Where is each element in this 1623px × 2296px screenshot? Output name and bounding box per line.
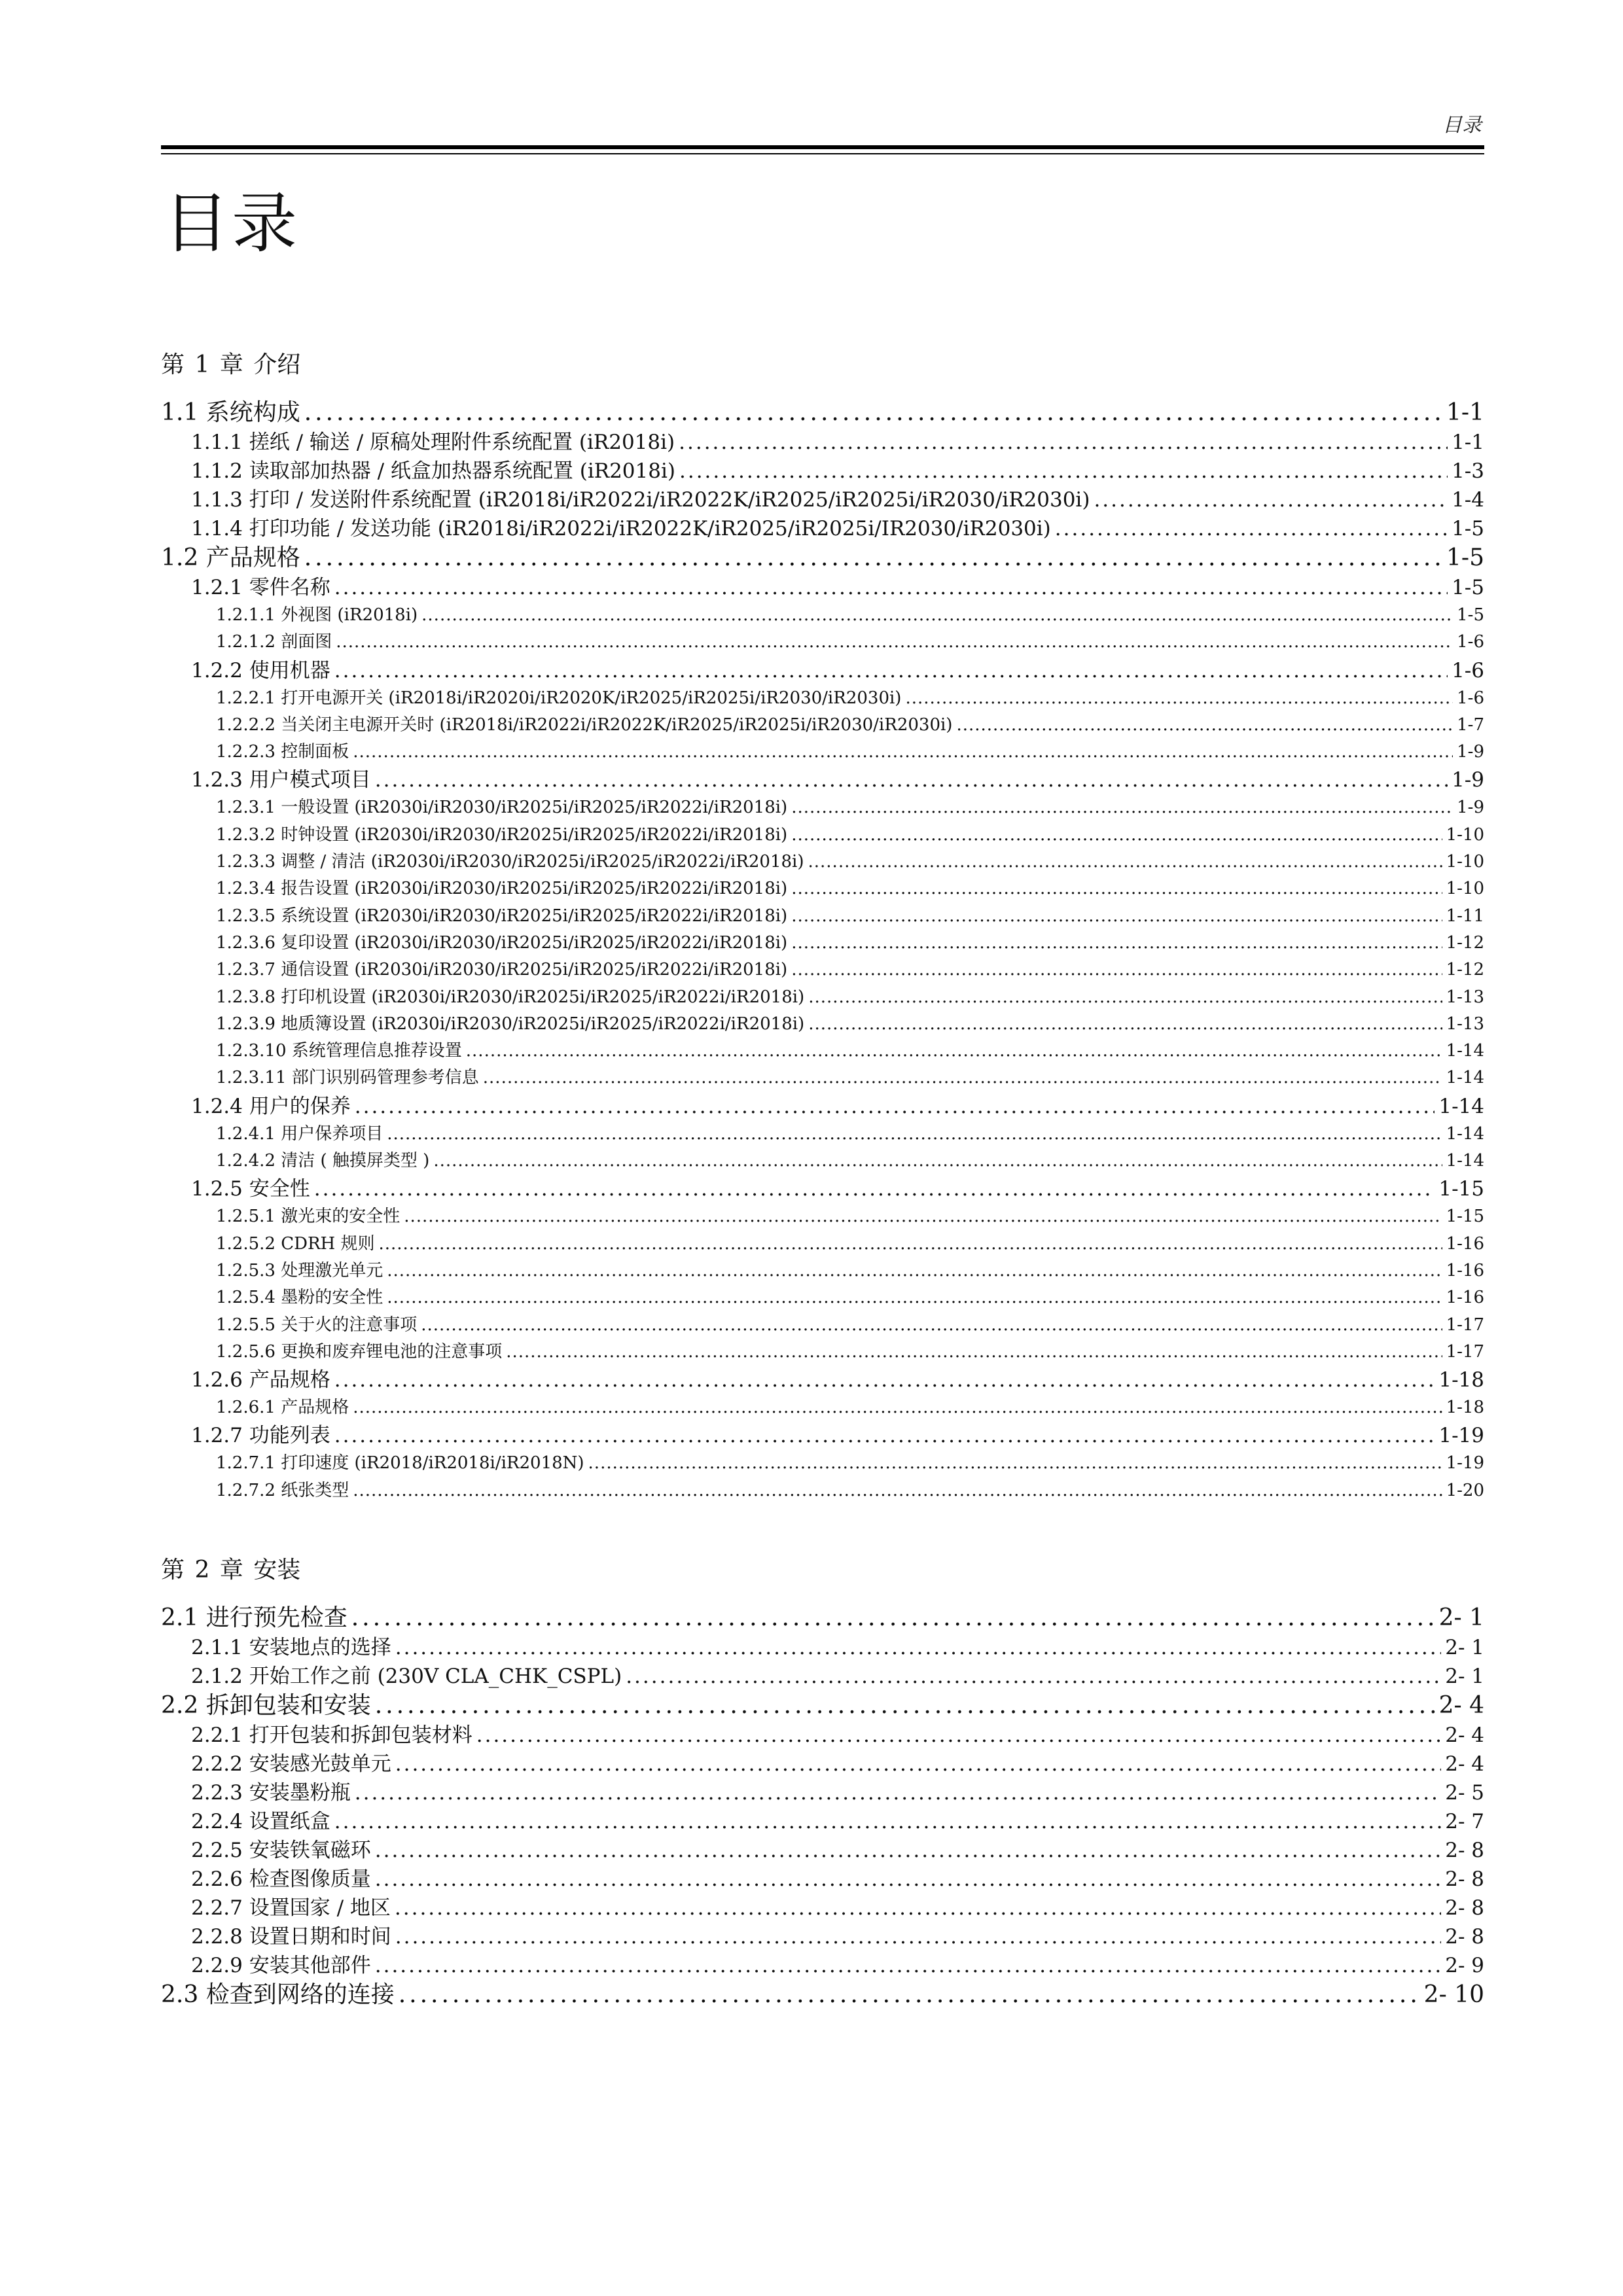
toc-entry-level-3[interactable]	[161, 1038, 1484, 1065]
toc-entry-title: 1.2.3.10 系统管理信息推荐设置	[216, 1041, 462, 1061]
toc-entry-page-number: 1-1	[1452, 431, 1484, 454]
toc-entry-page-number: 1-14	[1446, 1151, 1484, 1171]
toc-entry-page-number: 2- 1	[1445, 1665, 1484, 1688]
toc-entry-level-2[interactable]	[161, 573, 1484, 602]
toc-entry-level-2[interactable]	[161, 1662, 1484, 1691]
toc-entry-page-number: 1-9	[1457, 742, 1484, 762]
dot-leader	[378, 1231, 1442, 1258]
dot-leader	[808, 1011, 1442, 1038]
toc-entry-title: 2.2.5 安装铁氧磁环	[191, 1839, 371, 1862]
toc-entry-page-number: 1-19	[1446, 1453, 1484, 1474]
toc-entry-title: 1.2.2.2 当关闭主电源开关时 (iR2018i/iR2022i/iR2022K/iR2025/iR2025i/iR2030/iR2030i)	[216, 715, 953, 735]
dot-leader	[395, 1750, 1441, 1778]
dot-leader	[791, 957, 1442, 983]
dot-leader	[375, 1836, 1441, 1865]
dot-leader	[334, 573, 1448, 602]
toc-entry-level-2[interactable]	[161, 1421, 1484, 1450]
toc-entry-page-number: 1-19	[1438, 1424, 1484, 1448]
dot-leader	[433, 1148, 1442, 1174]
toc-entry-level-3[interactable]	[161, 1121, 1484, 1148]
toc-entry-page-number: 2- 8	[1445, 1896, 1484, 1920]
toc-entry-level-3[interactable]	[161, 1231, 1484, 1258]
dot-leader	[679, 457, 1448, 486]
toc-entry-title: 1.2.1 零件名称	[191, 576, 330, 599]
toc-entry-page-number: 1-13	[1446, 987, 1484, 1007]
toc-entry-page-number: 1-5	[1452, 576, 1484, 599]
toc-entry-page-number: 1-14	[1446, 1123, 1484, 1144]
dot-leader	[387, 1284, 1442, 1311]
toc-entry-level-2[interactable]	[161, 1807, 1484, 1836]
toc-entry-title: 1.2.2 使用机器	[191, 658, 330, 682]
page-title: 目录	[164, 185, 300, 262]
toc-entry-page-number: 1-12	[1446, 960, 1484, 980]
toc-entry-title: 1.2.4.2 清洁 ( 触摸屏类型 )	[216, 1151, 430, 1171]
toc-entry-title: 1.2.7.2 纸张类型	[216, 1480, 349, 1500]
toc-entry-level-3[interactable]	[161, 930, 1484, 957]
dot-leader	[506, 1339, 1442, 1366]
toc-entry-level-1[interactable]	[161, 1691, 1484, 1721]
dot-leader	[791, 930, 1442, 957]
toc-entry-title: 1.2.3.4 报告设置 (iR2030i/iR2030/iR2025i/iR2025/iR2022i/iR2018i)	[216, 879, 788, 899]
toc-entry-page-number: 1-3	[1452, 459, 1484, 483]
toc-entry-page-number: 1-9	[1452, 768, 1484, 792]
toc-entry-page-number: 1-17	[1446, 1341, 1484, 1362]
toc-entry-page-number: 2- 8	[1445, 1839, 1484, 1862]
toc-entry-level-3[interactable]	[161, 1203, 1484, 1230]
toc-entry-page-number: 2- 9	[1445, 1954, 1484, 1977]
dot-leader	[375, 1691, 1435, 1721]
dot-leader	[375, 1951, 1441, 1980]
toc-entry-page-number: 1-20	[1446, 1480, 1484, 1500]
toc-entry-title: 2.2.6 检查图像质量	[191, 1867, 371, 1891]
dot-leader	[355, 1778, 1441, 1807]
toc-entry-title: 1.2.5.3 处理激光单元	[216, 1260, 383, 1280]
toc-entry-page-number: 2- 1	[1438, 1604, 1484, 1631]
toc-entry-page-number: 2- 7	[1445, 1810, 1484, 1833]
toc-entry-title: 2.2.4 设置纸盒	[191, 1810, 330, 1833]
toc-entry-title: 1.2.6.1 产品规格	[216, 1398, 349, 1418]
toc-entry-level-3[interactable]	[161, 822, 1484, 849]
toc-entry-level-3[interactable]	[161, 1258, 1484, 1284]
toc-entry-page-number: 1-1	[1446, 399, 1484, 426]
toc-entry-title: 1.2.3.6 复印设置 (iR2030i/iR2030/iR2025i/iR2025/iR2022i/iR2018i)	[216, 932, 788, 953]
dot-leader	[421, 602, 1453, 629]
toc-entry-title: 2.2 拆卸包装和安装	[161, 1692, 371, 1719]
toc-entry-level-3[interactable]	[161, 903, 1484, 930]
toc-entry-level-3[interactable]	[161, 1339, 1484, 1366]
toc-entry-page-number: 1-5	[1446, 544, 1484, 571]
toc-entry-page-number: 2- 8	[1445, 1867, 1484, 1891]
toc-entry-title: 2.1.2 开始工作之前 (230V CLA_CHK_CSPL)	[191, 1665, 622, 1688]
toc-entry-title: 1.1.3 打印 / 发送附件系统配置 (iR2018i/iR2022i/iR2022K/iR2025/iR2025i/iR2030/iR2030i)	[191, 488, 1090, 512]
toc-entry-level-3[interactable]	[161, 602, 1484, 629]
toc-entry-level-3[interactable]	[161, 1450, 1484, 1477]
toc-entry-level-3[interactable]	[161, 957, 1484, 983]
toc-entry-page-number: 2- 4	[1445, 1723, 1484, 1747]
toc-entry-title: 1.1.2 读取部加热器 / 纸盒加热器系统配置 (iR2018i)	[191, 459, 675, 483]
toc-entry-title: 2.2.3 安装墨粉瓶	[191, 1781, 351, 1805]
toc-entry-page-number: 1-5	[1452, 517, 1484, 540]
toc-entry-level-2[interactable]	[161, 1865, 1484, 1894]
dot-leader	[483, 1065, 1442, 1091]
dot-leader	[395, 1922, 1441, 1951]
toc-entry-page-number: 2- 10	[1423, 1981, 1484, 2008]
dot-leader	[791, 794, 1453, 821]
dot-leader	[353, 739, 1453, 766]
dot-leader	[791, 875, 1442, 902]
toc-entry-title: 1.2.5.6 更换和废弃锂电池的注意事项	[216, 1341, 503, 1362]
toc-entry-level-3[interactable]	[161, 685, 1484, 712]
toc-entry-page-number: 1-16	[1446, 1233, 1484, 1254]
toc-entry-level-2[interactable]	[161, 457, 1484, 486]
dot-leader	[355, 1092, 1435, 1121]
toc-entry-title: 1.1 系统构成	[161, 399, 300, 426]
toc-entry-title: 1.2.2.3 控制面板	[216, 742, 349, 762]
toc-entry-level-2[interactable]	[161, 1894, 1484, 1922]
toc-entry-title: 1.1.4 打印功能 / 发送功能 (iR2018i/iR2022i/iR2022K/iR2025/iR2025i/IR2030/iR2030i)	[191, 517, 1051, 540]
toc-entry-level-1[interactable]	[161, 1603, 1484, 1633]
toc-entry-title: 1.2.1.2 剖面图	[216, 632, 332, 652]
toc-entry-title: 2.2.9 安装其他部件	[191, 1954, 371, 1977]
toc-entry-page-number: 1-16	[1446, 1288, 1484, 1308]
toc-entry-page-number: 2- 4	[1438, 1692, 1484, 1719]
toc-entry-title: 1.2.7.1 打印速度 (iR2018/iR2018i/iR2018N)	[216, 1453, 584, 1474]
dot-leader	[466, 1038, 1442, 1065]
dot-leader	[387, 1258, 1442, 1284]
dot-leader	[375, 1865, 1441, 1894]
toc-entry-level-2[interactable]	[161, 514, 1484, 543]
toc-entry-page-number: 1-12	[1446, 932, 1484, 953]
dot-leader	[395, 1633, 1441, 1662]
toc-entry-level-3[interactable]	[161, 849, 1484, 875]
toc-entry-level-1[interactable]	[161, 398, 1484, 428]
toc-list	[161, 1603, 1484, 2010]
chapter-heading: 第 2 章 安装	[161, 1557, 301, 1583]
toc-entry-title: 1.2.4 用户的保养	[191, 1094, 351, 1118]
toc-entry-level-2[interactable]	[161, 1092, 1484, 1121]
toc-entry-page-number: 1-6	[1452, 658, 1484, 682]
dot-leader	[304, 398, 1442, 428]
header-rule-thin	[161, 153, 1484, 154]
toc-entry-title: 1.2 产品规格	[161, 544, 300, 571]
dot-leader	[334, 1366, 1435, 1394]
toc-entry-title: 2.2.7 设置国家 / 地区	[191, 1896, 391, 1920]
toc-entry-page-number: 1-14	[1446, 1041, 1484, 1061]
toc-entry-page-number: 2- 1	[1445, 1636, 1484, 1659]
dot-leader	[808, 849, 1442, 875]
toc-entry-title: 1.2.5.2 CDRH 规则	[216, 1233, 375, 1254]
toc-entry-level-3[interactable]	[161, 1312, 1484, 1339]
toc-entry-level-3[interactable]	[161, 794, 1484, 821]
toc-entry-title: 1.2.3.9 地质簿设置 (iR2030i/iR2030/iR2025i/iR2025/iR2022i/iR2018i)	[216, 1014, 805, 1034]
toc-entry-title: 1.2.1.1 外视图 (iR2018i)	[216, 605, 418, 625]
toc-entry-level-3[interactable]	[161, 1394, 1484, 1421]
dot-leader	[476, 1721, 1441, 1750]
toc-entry-page-number: 1-15	[1438, 1177, 1484, 1201]
dot-leader	[956, 712, 1453, 739]
dot-leader	[399, 1980, 1420, 2010]
dot-leader	[808, 984, 1442, 1011]
chapter-1-section	[161, 345, 1484, 1504]
toc-entry-level-3[interactable]	[161, 739, 1484, 766]
toc-entry-title: 2.2.2 安装感光鼓单元	[191, 1752, 391, 1776]
toc-entry-page-number: 1-11	[1446, 906, 1484, 926]
toc-entry-title: 1.2.5.1 激光束的安全性	[216, 1207, 401, 1227]
toc-entry-level-3[interactable]	[161, 712, 1484, 739]
toc-entry-title: 1.2.4.1 用户保养项目	[216, 1123, 383, 1144]
toc-entry-page-number: 1-10	[1446, 852, 1484, 872]
dot-leader	[336, 629, 1453, 656]
toc-entry-title: 1.2.2.1 打开电源开关 (iR2018i/iR2020i/iR2020K/iR2025/iR2025i/iR2030/iR2030i)	[216, 688, 902, 708]
toc-entry-title: 1.2.3.1 一般设置 (iR2030i/iR2030/iR2025i/iR2025/iR2022i/iR2018i)	[216, 798, 788, 818]
toc-entry-level-1[interactable]	[161, 1980, 1484, 2010]
toc-entry-level-2[interactable]	[161, 1750, 1484, 1778]
toc-entry-title: 1.2.3.2 时钟设置 (iR2030i/iR2030/iR2025i/iR2025/iR2022i/iR2018i)	[216, 824, 788, 845]
toc-entry-title: 1.2.3.8 打印机设置 (iR2030i/iR2030/iR2025i/iR2025/iR2022i/iR2018i)	[216, 987, 805, 1007]
dot-leader	[351, 1603, 1435, 1633]
toc-entry-level-2[interactable]	[161, 1778, 1484, 1807]
toc-entry-level-3[interactable]	[161, 1477, 1484, 1504]
dot-leader	[1094, 486, 1448, 514]
toc-entry-page-number: 1-16	[1446, 1260, 1484, 1280]
toc-entry-title: 1.2.3.3 调整 / 清洁 (iR2030i/iR2030/iR2025i/iR2025/iR2022i/iR2018i)	[216, 852, 804, 872]
dot-leader	[334, 656, 1448, 685]
toc-entry-page-number: 1-15	[1446, 1207, 1484, 1227]
toc-entry-level-2[interactable]	[161, 1951, 1484, 1980]
toc-entry-level-3[interactable]	[161, 1065, 1484, 1091]
toc-entry-level-2[interactable]	[161, 1174, 1484, 1203]
header-rule	[161, 145, 1484, 149]
toc-entry-level-2[interactable]	[161, 428, 1484, 457]
dot-leader	[375, 766, 1448, 794]
toc-entry-level-3[interactable]	[161, 875, 1484, 902]
dot-leader	[353, 1394, 1442, 1421]
toc-entry-title: 2.1.1 安装地点的选择	[191, 1636, 391, 1659]
dot-leader	[395, 1894, 1441, 1922]
toc-entry-page-number: 1-10	[1446, 879, 1484, 899]
running-header: 目录	[1442, 114, 1482, 137]
toc-entry-level-2[interactable]	[161, 766, 1484, 794]
toc-entry-page-number: 1-4	[1452, 488, 1484, 512]
toc-entry-title: 1.2.3.11 部门识别码管理参考信息	[216, 1068, 479, 1088]
toc-entry-title: 2.1 进行预先检查	[161, 1604, 348, 1631]
toc-entry-level-3[interactable]	[161, 1148, 1484, 1174]
toc-entry-page-number: 2- 8	[1445, 1925, 1484, 1949]
toc-entry-title: 1.1.1 搓纸 / 输送 / 原稿处理附件系统配置 (iR2018i)	[191, 431, 675, 454]
dot-leader	[791, 822, 1442, 849]
toc-entry-page-number: 1-13	[1446, 1014, 1484, 1034]
toc-entry-page-number: 1-14	[1446, 1068, 1484, 1088]
toc-entry-page-number: 2- 5	[1445, 1781, 1484, 1805]
toc-entry-level-2[interactable]	[161, 656, 1484, 685]
toc-entry-title: 1.2.3.5 系统设置 (iR2030i/iR2030/iR2025i/iR2025/iR2022i/iR2018i)	[216, 906, 788, 926]
dot-leader	[1055, 514, 1448, 543]
dot-leader	[334, 1421, 1435, 1450]
toc-entry-page-number: 1-7	[1457, 715, 1484, 735]
dot-leader	[905, 685, 1453, 712]
toc-entry-page-number: 1-6	[1457, 688, 1484, 708]
toc-entry-level-2[interactable]	[161, 1633, 1484, 1662]
toc-entry-page-number: 1-18	[1438, 1368, 1484, 1392]
toc-entry-page-number: 1-5	[1457, 605, 1484, 625]
toc-entry-page-number: 1-9	[1457, 798, 1484, 818]
toc-entry-title: 2.3 检查到网络的连接	[161, 1981, 395, 2008]
toc-entry-level-2[interactable]	[161, 486, 1484, 514]
dot-leader	[791, 903, 1442, 930]
toc-entry-title: 1.2.3.7 通信设置 (iR2030i/iR2030/iR2025i/iR2025/iR2022i/iR2018i)	[216, 960, 788, 980]
toc-list	[161, 398, 1484, 1504]
toc-entry-level-3[interactable]	[161, 1011, 1484, 1038]
toc-entry-page-number: 1-17	[1446, 1315, 1484, 1335]
toc-entry-page-number: 1-14	[1438, 1094, 1484, 1118]
toc-entry-page-number: 1-6	[1457, 632, 1484, 652]
dot-leader	[679, 428, 1448, 457]
dot-leader	[404, 1203, 1442, 1230]
dot-leader	[304, 543, 1442, 573]
chapter-2-section	[161, 1551, 1484, 2010]
toc-entry-title: 2.2.8 设置日期和时间	[191, 1925, 391, 1949]
toc-entry-level-3[interactable]	[161, 984, 1484, 1011]
dot-leader	[353, 1477, 1442, 1504]
toc-entry-level-3[interactable]	[161, 629, 1484, 656]
toc-entry-level-1[interactable]	[161, 543, 1484, 573]
toc-entry-title: 1.2.6 产品规格	[191, 1368, 330, 1392]
toc-entry-title: 1.2.7 功能列表	[191, 1424, 330, 1448]
chapter-heading: 第 1 章 介绍	[161, 351, 301, 378]
toc-entry-page-number: 1-18	[1446, 1398, 1484, 1418]
dot-leader	[421, 1312, 1442, 1339]
dot-leader	[334, 1807, 1441, 1836]
toc-entry-level-2[interactable]	[161, 1366, 1484, 1394]
toc-entry-page-number: 2- 4	[1445, 1752, 1484, 1776]
dot-leader	[626, 1662, 1441, 1691]
dot-leader	[387, 1121, 1442, 1148]
dot-leader	[588, 1450, 1442, 1477]
toc-entry-title: 2.2.1 打开包装和拆卸包装材料	[191, 1723, 473, 1747]
toc-entry-title: 1.2.5.4 墨粉的安全性	[216, 1288, 383, 1308]
toc-entry-level-2[interactable]	[161, 1721, 1484, 1750]
toc-entry-page-number: 1-10	[1446, 824, 1484, 845]
toc-entry-level-2[interactable]	[161, 1922, 1484, 1951]
dot-leader	[314, 1174, 1435, 1203]
toc-entry-title: 1.2.3 用户模式项目	[191, 768, 371, 792]
toc-entry-title: 1.2.5.5 关于火的注意事项	[216, 1315, 418, 1335]
toc-entry-level-2[interactable]	[161, 1836, 1484, 1865]
toc-entry-title: 1.2.5 安全性	[191, 1177, 310, 1201]
toc-entry-level-3[interactable]	[161, 1284, 1484, 1311]
